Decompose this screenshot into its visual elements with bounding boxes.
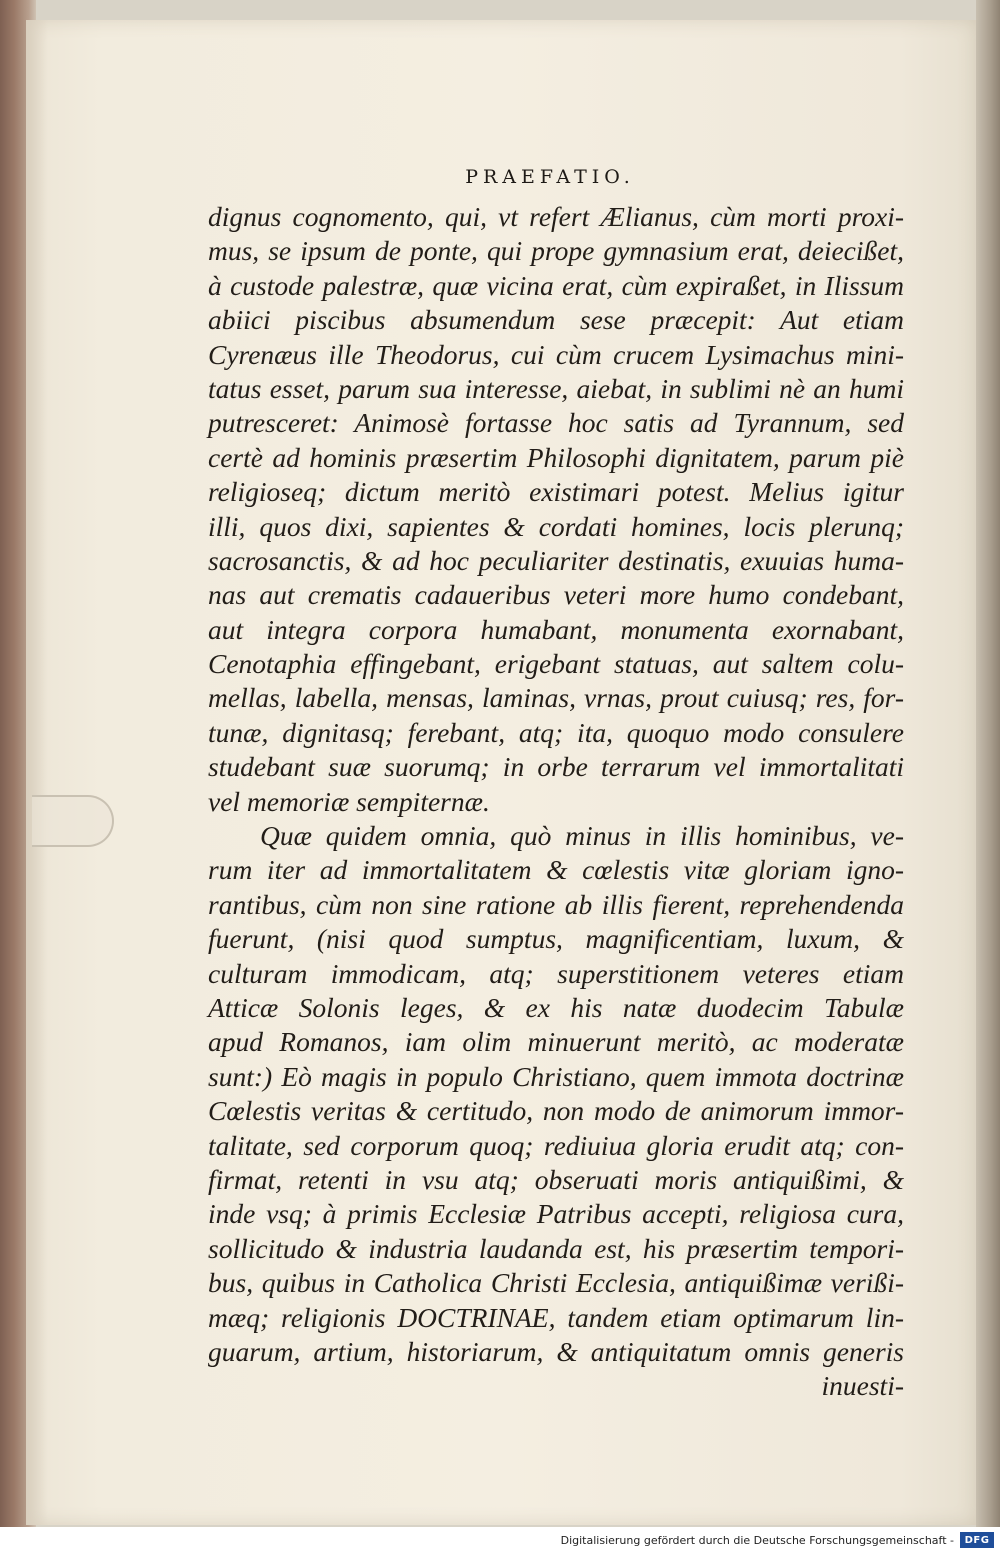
text-line: religioseq; dictum meritò existimari potest. Melius igitur <box>208 476 904 508</box>
running-title: PRAEFATIO. <box>465 166 635 188</box>
paper-tab-marker <box>32 795 114 847</box>
text-line: apud Romanos, iam olim minuerunt meritò, ac moderatæ <box>208 1026 904 1058</box>
text-line: aut integra corpora humabant, monumenta exornabant, <box>208 613 904 645</box>
text-line: Cœlestis veritas & certitudo, non modo de animorum immor- <box>208 1095 904 1127</box>
page-body-text <box>208 200 904 1404</box>
text-line: abiici piscibus absumendum sese præcepit: Aut etiam <box>208 304 904 336</box>
text-line: inuesti- <box>821 1370 904 1402</box>
text-line: Quæ quidem omnia, quò minus in illis hominibus, ve- <box>260 820 904 852</box>
text-line: sunt:) Eò magis in populo Christiano, quem immota doctrinæ <box>208 1060 904 1092</box>
text-line: à custode palestræ, quæ vicina erat, cùm expiraßet, in Ilissum <box>208 269 904 301</box>
digitization-footer <box>0 1527 1000 1553</box>
text-line: sollicitudo & industria laudanda est, his præsertim tempori- <box>208 1232 904 1264</box>
running-header <box>0 166 1000 188</box>
text-line: mæq; religionis DOCTRINAE, tandem etiam optimarum lin- <box>208 1301 904 1333</box>
text-line: nas aut crematis cadaueribus veteri more humo condebant, <box>208 579 904 611</box>
text-line: studebant suæ suorumq; in orbe terrarum vel immortalitati <box>208 751 904 783</box>
text-line: putresceret: Animosè fortasse hoc satis ad Tyrannum, sed <box>208 407 904 439</box>
text-line: Cenotaphia effingebant, erigebant statuas, aut saltem colu- <box>208 648 904 680</box>
text-line: vel memoriæ sempiternæ. <box>208 785 490 817</box>
text-line: dignus cognomento, qui, vt refert Ælianus, cùm morti proxi- <box>208 201 904 232</box>
text-line: rantibus, cùm non sine ratione ab illis fierent, reprehendenda <box>208 888 904 920</box>
text-line: talitate, sed corporum quoq; rediuiua gloria erudit atq; con- <box>208 1129 904 1161</box>
text-line: rum iter ad immortalitatem & cœlestis vitæ gloriam igno- <box>208 854 904 886</box>
text-line: mus, se ipsum de ponte, qui prope gymnasium erat, deiecißet, <box>208 235 904 267</box>
text-line: firmat, retenti in vsu atq; obseruati moris antiquißimi, & <box>208 1163 904 1195</box>
text-line: fuerunt, (nisi quod sumptus, magnificentiam, luxum, & <box>208 923 904 955</box>
book-spine-edge <box>976 0 1000 1553</box>
text-line: certè ad hominis præsertim Philosophi dignitatem, parum piè <box>208 441 904 473</box>
text-line: bus, quibus in Catholica Christi Ecclesia, antiquißimæ verißi- <box>208 1267 904 1299</box>
funding-credit: Digitalisierung gefördert durch die Deutsche Forschungsgemeinschaft - <box>560 1533 954 1547</box>
text-line: tatus esset, parum sua interesse, aiebat, in sublimi nè an humi <box>208 372 904 404</box>
page-gutter-shadow <box>26 20 48 1525</box>
text-line: mellas, labella, mensas, laminas, vrnas, prout cuiusq; res, for- <box>208 682 904 714</box>
text-line: inde vsq; à primis Ecclesiæ Patribus accepti, religiosa cura, <box>208 1198 904 1230</box>
text-line: Atticæ Solonis leges, & ex his natæ duodecim Tabulæ <box>208 991 904 1023</box>
text-line: culturam immodicam, atq; superstitionem veteres etiam <box>208 957 904 989</box>
text-line: sacrosanctis, & ad hoc peculiariter destinatis, exuuias huma- <box>208 544 904 576</box>
text-line: Cyrenæus ille Theodorus, cui cùm crucem Lysimachus mini- <box>208 338 904 370</box>
dfg-logo-icon: DFG <box>960 1532 994 1548</box>
text-line: guarum, artium, historiarum, & antiquitatum omnis generis <box>208 1335 904 1367</box>
text-line: tunæ, dignitasq; ferebant, atq; ita, quoquo modo consulere <box>208 716 904 748</box>
text-line: illi, quos dixi, sapientes & cordati homines, locis plerunq; <box>208 510 904 542</box>
